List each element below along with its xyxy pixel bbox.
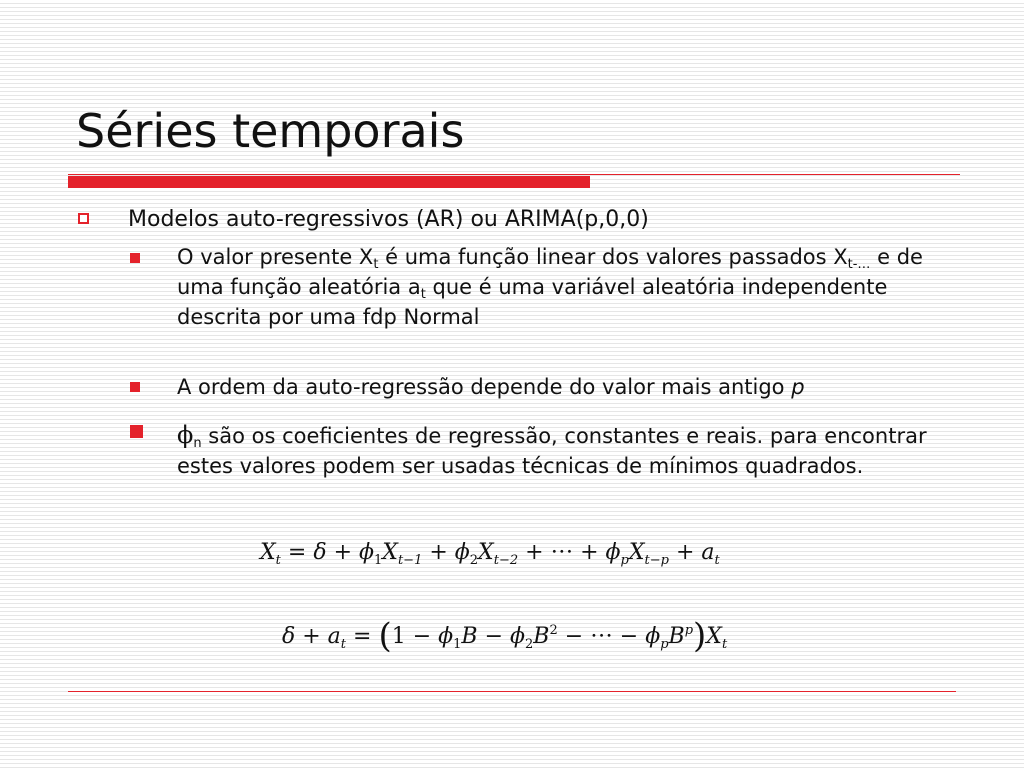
equation-term: X [478,540,494,565]
sub-bullet-order-text [177,372,957,402]
equation-term: 1 [453,637,462,652]
filled-square-bullet-icon [130,253,140,263]
title-underline-top [68,174,590,175]
hollow-square-bullet-icon [78,213,89,224]
italic-p: p [791,375,805,399]
equation-term: ϕ [359,540,374,565]
text-part: são os coeficientes de regressão, constantes e reais. para encontrar estes valores podem ser usadas técnicas de mínimos quadrados. [177,424,927,478]
equation-term: ϕ [605,540,621,565]
equation-term: = [346,624,379,649]
equation-term: δ [282,624,296,649]
equation-term: − [477,624,511,649]
equation-term: t [721,637,728,652]
equation-term: − ⋅⋅⋅ − [557,624,646,649]
equation-term: p [684,623,694,638]
title-underline-thick [68,176,590,188]
equation-term: t−p [644,553,669,568]
equation-term: X [706,624,722,649]
equation-term: t−1 [397,553,423,568]
equation-term: 1 [374,553,383,568]
phi-symbol: ϕ [177,421,194,449]
subscript: t [420,287,426,302]
equation-term: a [701,540,715,565]
equation-term: + [669,540,702,565]
equation-term: t [714,553,720,568]
equation-term: δ [313,540,327,565]
equation-term: ϕ [438,624,454,649]
subscript: t-… [847,257,871,272]
filled-square-bullet-icon [130,425,143,438]
slide-title: Séries temporais [76,104,465,158]
equation-term: + [422,540,455,565]
equation-term: X [382,540,398,565]
equation-term: 2 [469,553,479,568]
equation-term: B [668,624,685,649]
text-part: que é uma variável aleatória independente descrita por uma fdp Normal [177,275,888,329]
equation-term: a [327,624,341,649]
equation-term: + [326,540,359,565]
equation-term: t [340,637,347,652]
equation-term: 1 [391,624,406,649]
equation-term: ϕ [645,624,661,649]
equation-term: B [461,624,478,649]
sub-bullet-coefficients-text [177,420,957,481]
footer-divider [68,691,956,692]
text-part: é uma função linear dos valores passados X [378,245,848,269]
equation-term: + ⋅⋅⋅ + [518,540,606,565]
equation-term: = [280,540,314,565]
equation-term: 2 [549,623,558,638]
subscript: n [193,436,202,451]
equation-term: ϕ [510,624,526,649]
filled-square-bullet-icon [130,382,140,392]
equation-term: X [260,540,276,565]
title-underline-thin [590,174,960,175]
text-part: O valor presente X [177,245,374,269]
equation-ar-model [260,540,720,568]
sub-bullet-present-value-text [177,242,957,332]
equation-term: t [275,553,281,568]
equation-term: p [660,637,669,652]
equation-term: + [295,624,328,649]
subscript: t [373,257,379,272]
equation-term: − [405,624,439,649]
equation-term: B [533,624,550,649]
bullet-ar-models-text: Modelos auto-regressivos (AR) ou ARIMA(p,0,0) [128,207,649,232]
text-part: A ordem da auto-regressão depende do valor mais antigo [177,375,792,399]
equation-term: ) [693,616,707,656]
text-part: e de uma função aleatória a [177,245,923,299]
equation-term: ( [378,616,392,656]
equation-backshift [282,616,727,656]
equation-term: ϕ [454,540,470,565]
equation-term: t−2 [493,553,519,568]
equation-term: 2 [525,637,534,652]
equation-term: X [628,540,645,565]
equation-term: p [620,553,629,568]
